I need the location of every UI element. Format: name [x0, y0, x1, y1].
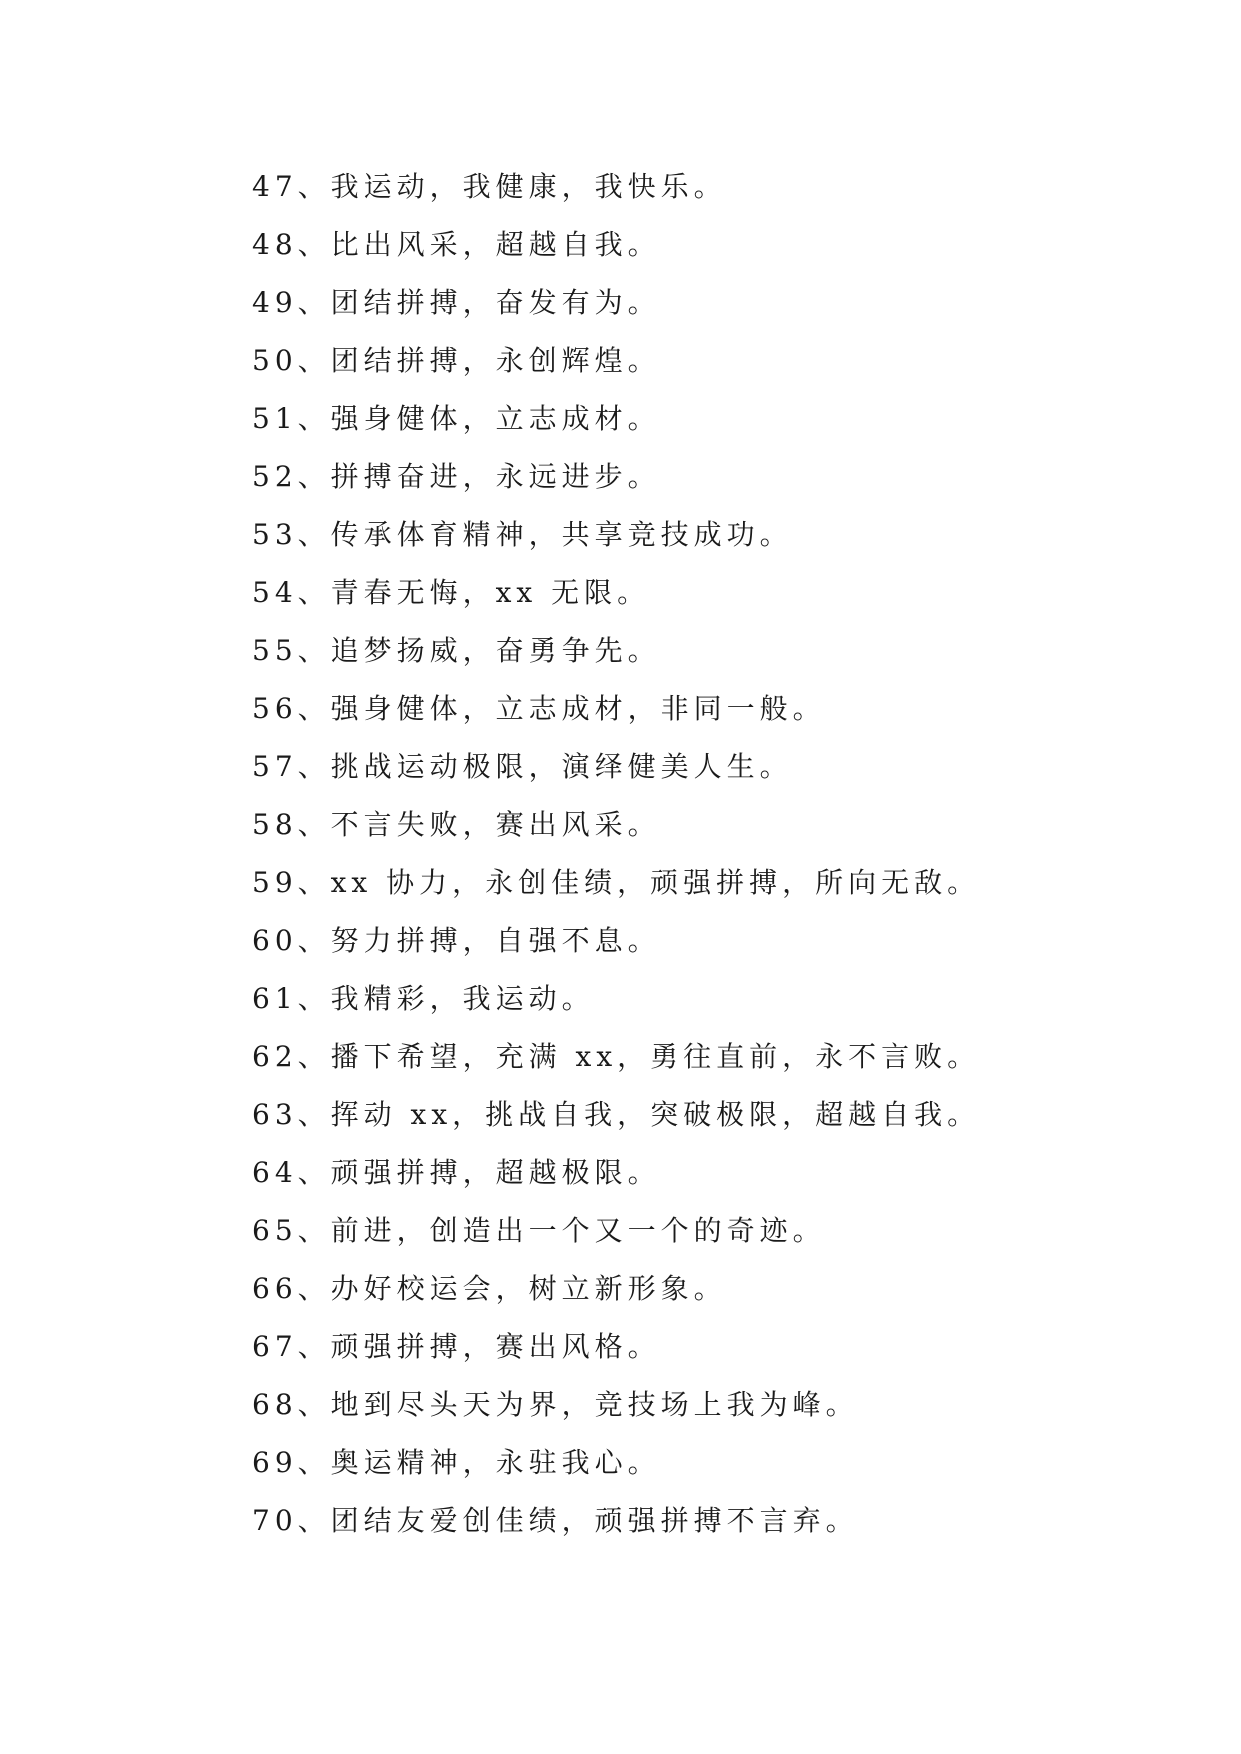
slogan-line: 49、团结拼搏，奋发有为。 [252, 286, 661, 319]
slogan-line: 57、挑战运动极限，演绎健美人生。 [252, 750, 793, 783]
slogan-line: 55、追梦扬威，奋勇争先。 [252, 634, 661, 667]
slogan-line: 68、地到尽头天为界，竞技场上我为峰。 [252, 1388, 859, 1421]
slogan-line: 64、顽强拼搏，超越极限。 [252, 1156, 661, 1189]
slogan-line: 62、播下希望，充满 xx，勇往直前，永不言败。 [252, 1040, 981, 1073]
slogan-line: 69、奥运精神，永驻我心。 [252, 1446, 661, 1479]
slogan-line: 54、青春无悔，xx 无限。 [252, 576, 651, 609]
slogan-list [252, 158, 980, 1550]
slogan-line: 58、不言失败，赛出风采。 [252, 808, 661, 841]
slogan-line: 60、努力拼搏，自强不息。 [252, 924, 661, 957]
slogan-line: 51、强身健体，立志成材。 [252, 402, 661, 435]
slogan-line: 48、比出风采，超越自我。 [252, 228, 661, 261]
slogan-line: 65、前进，创造出一个又一个的奇迹。 [252, 1214, 826, 1247]
slogan-line: 63、挥动 xx，挑战自我，突破极限，超越自我。 [252, 1098, 981, 1131]
slogan-line: 50、团结拼搏，永创辉煌。 [252, 344, 661, 377]
slogan-line: 47、我运动，我健康，我快乐。 [252, 170, 727, 203]
slogan-line: 59、xx 协力，永创佳绩，顽强拼搏，所向无敌。 [252, 866, 981, 899]
slogan-line: 67、顽强拼搏，赛出风格。 [252, 1330, 661, 1363]
slogan-line: 66、办好校运会，树立新形象。 [252, 1272, 727, 1305]
slogan-line: 53、传承体育精神，共享竞技成功。 [252, 518, 793, 551]
slogan-line: 56、强身健体，立志成材，非同一般。 [252, 692, 826, 725]
slogan-line: 61、我精彩，我运动。 [252, 982, 595, 1015]
slogan-line: 70、团结友爱创佳绩，顽强拼搏不言弃。 [252, 1504, 859, 1537]
slogan-line: 52、拼搏奋进，永远进步。 [252, 460, 661, 493]
